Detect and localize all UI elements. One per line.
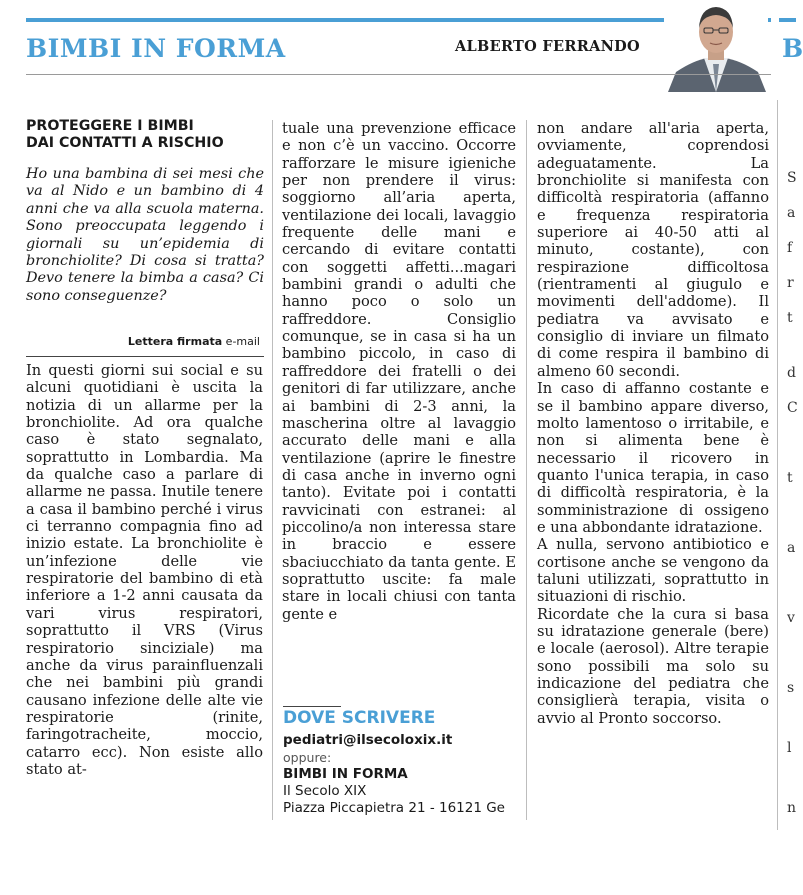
body-column-1 — [26, 362, 263, 778]
column-divider-3 — [777, 100, 778, 830]
top-color-band — [26, 18, 771, 22]
adjacent-letter: S — [787, 170, 797, 186]
signature-name: Lettera firmata — [127, 335, 223, 348]
body-paragraph: Ricordate che la cura si basa su idratazione generale (bere) e locale (aerosol). Altre terapie sono possibili ma solo su indicazione del pediatra che consiglierà terapia, visita o avvio al Pronto soccorso. — [537, 605, 769, 727]
body-column-2 — [282, 120, 516, 623]
body-paragraph: In caso di affanno costante e se il bambino appare diverso, molto lamentoso o irritabile, e non si alimenta bene è necessario il ricovero in quanto l'unica terapia, in caso di difficoltà respiratoria, è la somministrazione di ossigeno e una abbondante idratazione. — [537, 380, 769, 536]
reader-letter: Ho una bambina di sei mesi che va al Nido e un bambino di 4 anni che va alla scuola materna. Sono preoccupata leggendo i giornali su un’epidemia di bronchiolite? Di cosa si tratta? Devo tenere la bimba a casa? Ci sono conseguenze? — [26, 166, 264, 304]
contact-address: Piazza Piccapietra 21 - 16121 Ge — [283, 800, 505, 816]
adjacent-rubric-fragment: B — [782, 34, 803, 63]
adjacent-letter: l — [787, 740, 792, 756]
signature-channel: e-mail — [222, 335, 260, 348]
author-portrait — [664, 0, 768, 92]
contact-paper-name: Il Secolo XIX — [283, 783, 367, 799]
adjacent-letter: a — [787, 205, 796, 221]
headline-line-1: PROTEGGERE I BIMBI — [26, 118, 194, 134]
body-paragraph: A nulla, servono antibiotico e cortisone anche se vengono da taluni utilizzati, soprattutto in situazioni di rischio. — [537, 536, 769, 606]
adjacent-letter: f — [787, 240, 793, 256]
column-divider-1 — [272, 120, 273, 820]
headline-line-2: DAI CONTATTI A RISCHIO — [26, 135, 224, 151]
body-paragraph: tuale una prevenzione efficace e non c’è un vaccino. Occorre rafforzare le misure igieniche per non prendere il virus: soggiorno all’aria aperta, ventilazione dei locali, lavaggio frequente delle mani e cercando di evitare contatti con soggetti affetti...magari bambini grandi o adulti che hanno poco o solo un raffreddore. Consiglio comunque, se in casa si ha un bambino piccolo, in caso di raffreddore dei fratelli o dei genitori di far utilizzare, anche ai bambini di 2-3 anni, la mascherina oltre al lavaggio accurato delle mani e alla ventilazione (aprire le finestre di casa anche in inverno ogni tanto). Evitate poi i contatti ravvicinati con estranei: al piccolino/a non interessa stare in braccio e essere sbaciucchiato da tanta gente. E soprattutto uscite: fa male stare in locali chiusi con tanta gente e — [282, 120, 516, 623]
contact-email-link[interactable]: pediatri@ilsecoloxix.it — [283, 732, 453, 748]
adjacent-letter: d — [787, 365, 796, 381]
body-paragraph: non andare all'aria aperta, ovviamente, coprendosi adeguatamente. La bronchiolite si manifesta con difficoltà respiratoria (affanno e frequenza respiratoria superiore ai 40-50 atti al minuto, costante), con respirazione difficoltosa (rientramenti al giugulo e movimenti dell'addome). Il pediatra va avvisato e consiglio di inviare un filmato di come respira il bambino di almeno 60 secondi. — [537, 120, 769, 380]
header-divider — [26, 74, 771, 75]
contact-or-label: oppure: — [283, 750, 332, 765]
body-column-3 — [537, 120, 769, 727]
section-rubric: BIMBI IN FORMA — [26, 34, 286, 63]
adjacent-letter: s — [787, 680, 795, 696]
adjacent-letter: v — [787, 610, 795, 626]
contact-section-name: BIMBI IN FORMA — [283, 766, 408, 782]
contact-title: DOVE SCRIVERE — [283, 708, 436, 728]
column-divider-2 — [526, 120, 527, 820]
adjacent-letter: t — [787, 310, 793, 326]
body-paragraph: In questi giorni sui social e su alcuni quotidiani è uscita la notizia di un allarme per la bronchiolite. Ad ora qualche caso è stato segnalato, soprattutto in Lombardia. Ma da qualche caso a parlare di allarme ne passa. Inutile tenere a casa il bambino perché i virus ci terranno compagnia fino ad inizio estate. La bronchiolite è un’infezione delle vie respiratorie del bambino di età inferiore a 1-2 anni causata da vari virus respiratori, soprattutto il VRS (Virus respiratorio sinciziale) ma anche da virus parainfluenzali che nei bambini più grandi causano infezione delle alte vie respiratorie (rinite, faringotracheite, moccio, catarro ecc). Non esiste allo stato at- — [26, 362, 263, 778]
letter-divider — [26, 356, 264, 357]
adjacent-letter: r — [787, 275, 794, 291]
contact-box — [283, 732, 505, 817]
adjacent-letter: n — [787, 800, 797, 816]
adjacent-letter: a — [787, 540, 796, 556]
letter-signature — [0, 335, 260, 348]
contact-divider — [283, 706, 341, 707]
author-name: ALBERTO FERRANDO — [455, 38, 640, 55]
adjacent-top-band — [779, 18, 796, 22]
article-headline — [26, 118, 271, 152]
adjacent-letter: t — [787, 470, 793, 486]
adjacent-letter: C — [787, 400, 798, 416]
